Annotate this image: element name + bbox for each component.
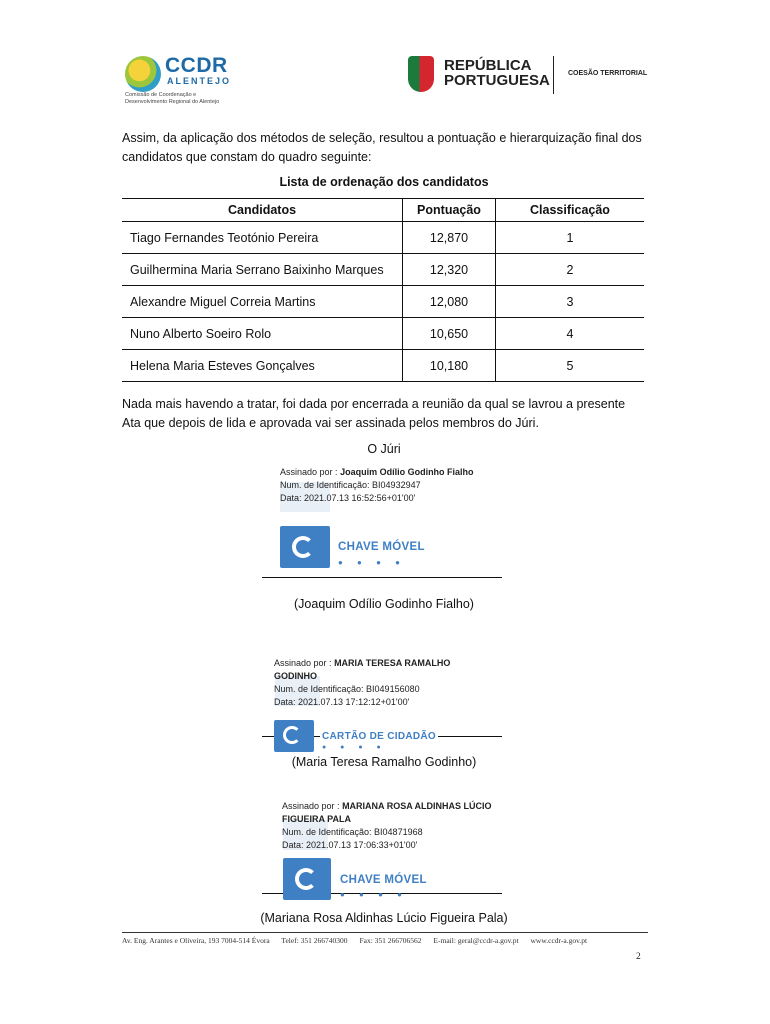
closing-paragraph: Nada mais havendo a tratar, foi dada por encerrada a reunião da qual se lavrou a presente Ata que depois de lida e aprovada vai ser assinada pelos membros do Júri. (122, 397, 626, 430)
signature-date: Data: 2021.07.13 17:12:12+01'00' (274, 697, 410, 707)
candidate-rank: 3 (496, 286, 645, 318)
printed-name: (Maria Teresa Ramalho Godinho) (291, 755, 477, 769)
header-candidates: Candidatos (122, 199, 403, 222)
ccdr-name: CCDR (165, 54, 228, 77)
candidate-rank: 1 (496, 222, 645, 254)
table-row (122, 350, 644, 382)
table-row (122, 286, 644, 318)
header-rank: Classificação (496, 199, 645, 222)
page-number: 2 (636, 952, 641, 962)
chave-movel-logo-icon (283, 858, 331, 900)
chave-movel-logo-icon (280, 526, 330, 568)
republica-portuguesa-logo (408, 56, 648, 96)
footer-fax: Fax: 351 266706562 (359, 936, 422, 945)
footer-address: Av. Eng. Arantes e Oliveira, 193 7004-514 Évora (122, 936, 270, 945)
candidate-name: Guilhermina Maria Serrano Baixinho Marques (122, 254, 403, 286)
footer-email: E-mail: geral@ccdr-a.gov.pt (433, 936, 519, 945)
badge-dots: ● ● ● ● (338, 558, 406, 567)
jury-title: O Júri (367, 442, 401, 456)
signer-name: MARIANA ROSA ALDINHAS LÚCIO (342, 801, 492, 811)
table-row (122, 254, 644, 286)
signer-name-continued: GODINHO (274, 671, 318, 681)
logo-divider (553, 56, 554, 94)
candidate-rank: 4 (496, 318, 645, 350)
ccdr-region: ALENTEJO (167, 76, 232, 86)
badge-dots: ● ● ● ● (340, 890, 408, 899)
candidate-score: 12,870 (403, 222, 496, 254)
candidate-score: 10,180 (403, 350, 496, 382)
signer-id: Num. de Identificação: BI04932947 (280, 480, 421, 490)
printed-name: (Joaquim Odílio Godinho Fialho) (294, 597, 474, 611)
candidate-name: Alexandre Miguel Correia Martins (122, 286, 403, 318)
table-caption: Lista de ordenação dos candidatos (279, 175, 489, 189)
signature-date: Data: 2021.07.13 16:52:56+01'00' (280, 493, 416, 503)
ccdr-logo (125, 52, 235, 108)
candidate-rank: 2 (496, 254, 645, 286)
signature-line (262, 577, 502, 578)
signature-date: Data: 2021.07.13 17:06:33+01'00' (282, 840, 418, 850)
footer (122, 936, 648, 945)
signer-name-continued: FIGUEIRA PALA (282, 814, 351, 824)
signer-id: Num. de Identificação: BI04871968 (282, 827, 423, 837)
signature-badge-label: CARTÃO DE CIDADÃO (322, 731, 436, 742)
table-row (122, 318, 644, 350)
footer-web: www.ccdr-a.gov.pt (530, 936, 588, 945)
digital-signature-2 (274, 657, 514, 709)
intro-paragraph: Assim, da aplicação dos métodos de seleção, resultou a pontuação e hierarquização final dos candidatos que constam do quadro seguinte: (122, 131, 642, 164)
signature-badge-label: CHAVE MÓVEL (340, 874, 427, 886)
candidate-score: 12,080 (403, 286, 496, 318)
candidate-score: 10,650 (403, 318, 496, 350)
ccdr-tagline: Comissão de Coordenação e Desenvolvimento Regional do Alentejo (125, 92, 220, 105)
portuguese-flag-icon (408, 56, 434, 92)
candidate-rank: 5 (496, 350, 645, 382)
badge-dots: ● ● ● ● (322, 744, 387, 751)
digital-signature-3 (282, 800, 522, 852)
cartao-cidadao-logo-icon (274, 720, 314, 752)
candidates-table (122, 198, 644, 382)
signer-name: Joaquim Odílio Godinho Fialho (340, 467, 474, 477)
table-header-row (122, 199, 644, 222)
footer-rule (122, 932, 648, 933)
signature-badge-label: CHAVE MÓVEL (338, 541, 425, 553)
candidate-score: 12,320 (403, 254, 496, 286)
candidate-name: Tiago Fernandes Teotónio Pereira (122, 222, 403, 254)
candidate-name: Nuno Alberto Soeiro Rolo (122, 318, 403, 350)
ministry-name: COESÃO TERRITORIAL (568, 70, 648, 77)
signer-id: Num. de Identificação: BI049156080 (274, 684, 420, 694)
ccdr-emblem-icon (125, 56, 161, 92)
signed-by-label: Assinado por : (282, 801, 340, 811)
printed-name: (Mariana Rosa Aldinhas Lúcio Figueira Pala) (260, 911, 508, 925)
digital-signature-1 (280, 466, 520, 505)
republica-name: REPÚBLICA PORTUGUESA (444, 57, 550, 89)
signed-by-label: Assinado por : (274, 658, 332, 668)
footer-phone: Telef: 351 266740300 (281, 936, 348, 945)
table-row (122, 222, 644, 254)
signer-name: MARIA TERESA RAMALHO (334, 658, 451, 668)
signed-by-label: Assinado por : (280, 467, 338, 477)
header-score: Pontuação (403, 199, 496, 222)
candidate-name: Helena Maria Esteves Gonçalves (122, 350, 403, 382)
